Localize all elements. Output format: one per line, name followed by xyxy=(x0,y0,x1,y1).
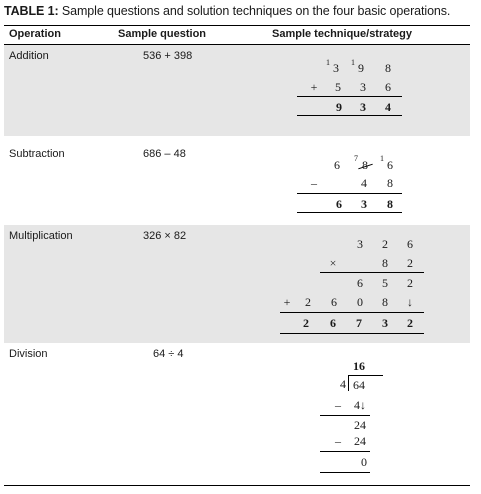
multiplication-digit: 2 xyxy=(407,256,413,270)
addition-digit: 3 xyxy=(333,61,339,75)
multiplication-rule-1 xyxy=(320,272,424,273)
multiplication-rule-2 xyxy=(280,312,424,313)
division-step-3: 24 xyxy=(354,434,366,448)
multiplication-partial-digit: 2 xyxy=(305,295,311,309)
multiplication-row-band xyxy=(4,225,470,343)
subtraction-digit: 4 xyxy=(361,176,367,190)
division-rule-1 xyxy=(320,415,370,416)
table-bottom-rule xyxy=(4,485,470,486)
multiplication-result-digit: 6 xyxy=(330,316,336,330)
division-remainder: 0 xyxy=(361,455,367,469)
addition-result-digit: 3 xyxy=(360,100,366,114)
header-technique: Sample technique/strategy xyxy=(272,28,412,40)
multiplication-partial-digit: 6 xyxy=(357,276,363,290)
top-rule xyxy=(4,25,470,26)
caption-label: TABLE 1: xyxy=(4,4,59,18)
multiplication-plus-sign: + xyxy=(283,295,291,309)
multiplication-result-digit: 7 xyxy=(356,316,362,330)
caption-text: Sample questions and solution techniques on the four basic operations. xyxy=(58,4,451,18)
subtraction-borrow-ones: 1 xyxy=(380,154,384,163)
addition-plus-sign: + xyxy=(310,80,318,94)
subtraction-digit: 6 xyxy=(334,158,340,172)
header-operation: Operation xyxy=(9,28,61,40)
addition-result-digit: 4 xyxy=(385,100,391,114)
table-caption xyxy=(4,4,450,18)
subtraction-minus-sign: – xyxy=(311,176,317,190)
subtraction-borrow-tens: 7 xyxy=(354,154,358,163)
multiplication-digit: 8 xyxy=(382,256,388,270)
subtraction-digit: 6 xyxy=(387,158,393,172)
multiplication-digit: 2 xyxy=(382,237,388,251)
multiplication-result-digit: 2 xyxy=(303,316,309,330)
multiplication-partial-digit: 5 xyxy=(382,276,388,290)
subtraction-digit-struck: 8 xyxy=(362,158,368,172)
row-addition-label: Addition xyxy=(9,50,49,62)
subtraction-difference-rule xyxy=(297,193,402,194)
division-bracket-top xyxy=(349,375,383,376)
multiplication-partial-digit: 6 xyxy=(331,295,337,309)
row-subtraction-label: Subtraction xyxy=(9,148,65,160)
addition-digit: 8 xyxy=(385,61,391,75)
carry-down-arrow-icon: ↓ xyxy=(407,295,413,309)
division-quotient: 16 xyxy=(353,359,365,373)
division-minus-sign: – xyxy=(335,398,341,412)
row-division-label: Division xyxy=(9,348,48,360)
row-multiplication-question: 326 × 82 xyxy=(143,230,187,242)
row-subtraction-question: 686 – 48 xyxy=(143,148,186,160)
row-addition-question: 536 + 398 xyxy=(143,50,193,62)
multiplication-result-digit: 2 xyxy=(407,316,413,330)
multiplication-result-digit: 3 xyxy=(382,316,388,330)
multiplication-digit: 3 xyxy=(357,237,363,251)
multiplication-times-sign: × xyxy=(329,256,337,270)
multiplication-partial-digit: 8 xyxy=(382,295,388,309)
addition-digit: 9 xyxy=(358,61,364,75)
division-step-1: 4↓ xyxy=(354,398,366,412)
division-rule-2 xyxy=(320,451,370,452)
division-rule-3 xyxy=(320,472,370,473)
subtraction-result-digit: 3 xyxy=(361,197,367,211)
addition-carry-2: 1 xyxy=(351,58,355,67)
multiplication-bottom-rule xyxy=(280,333,424,334)
subtraction-result-digit: 6 xyxy=(336,197,342,211)
division-dividend: 64 xyxy=(353,378,365,392)
row-multiplication-label: Multiplication xyxy=(9,230,73,242)
multiplication-partial-digit: 0 xyxy=(357,295,363,309)
subtraction-bottom-rule xyxy=(297,212,402,213)
multiplication-partial-digit: 2 xyxy=(407,276,413,290)
addition-digit: 6 xyxy=(385,80,391,94)
division-divisor: 4 xyxy=(340,377,346,391)
division-step-2: 24 xyxy=(354,418,366,432)
multiplication-digit: 6 xyxy=(407,237,413,251)
header-sample-question: Sample question xyxy=(118,28,207,40)
division-minus-sign: – xyxy=(335,434,341,448)
addition-row-band xyxy=(4,45,470,136)
addition-carry-1: 1 xyxy=(326,58,330,67)
addition-sum-rule xyxy=(297,96,402,97)
subtraction-result-digit: 8 xyxy=(387,197,393,211)
addition-digit: 3 xyxy=(360,80,366,94)
subtraction-digit: 8 xyxy=(387,176,393,190)
row-division-question: 64 ÷ 4 xyxy=(153,348,184,360)
addition-bottom-rule xyxy=(297,115,402,116)
division-bracket-side xyxy=(348,375,349,391)
addition-digit: 5 xyxy=(335,80,341,94)
addition-result-digit: 9 xyxy=(336,100,342,114)
